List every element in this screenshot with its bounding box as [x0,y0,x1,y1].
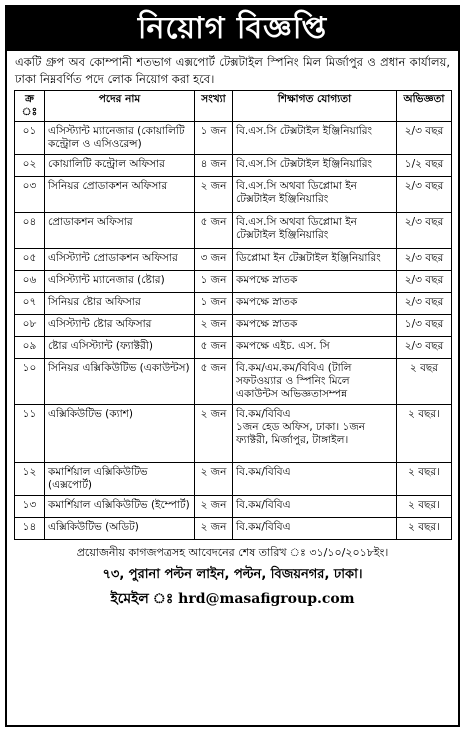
count-cell: ৫ জন [195,213,233,249]
serial-cell: ১৩ [15,496,45,518]
office-address: ৭৩, পুরানা পল্টন লাইন, পল্টন, বিজয়নগর, ঢাকা। [102,567,363,582]
education-cell: কমপক্ষে এইচ. এস. সি [233,337,397,359]
count-cell: ২ জন [195,496,233,518]
vacancy-table [14,90,452,540]
count-cell: ২ জন [195,315,233,337]
serial-cell: ০২ [15,155,45,177]
post-cell: সিনিয়র প্রোডাকশন অফিসার [45,177,195,213]
count-cell: ৫ জন [195,337,233,359]
experience-cell: ২ বছর [397,359,452,405]
experience-cell: ১/৩ বছর [397,315,452,337]
serial-cell: ০৭ [15,293,45,315]
serial-cell: ০৮ [15,315,45,337]
ad-title: নিয়োগ বিজ্ঞপ্তি [7,7,458,51]
table-row [15,315,452,337]
serial-cell: ০৫ [15,249,45,271]
post-cell: কমার্শিয়াল এক্সিকিউটিভ (ইম্পোর্ট) [45,496,195,518]
intro-text: একটি গ্রুপ অব কোম্পানী শতভাগ এক্সপোর্ট টেক্সটাইল স্পিনিং মিল মির্জাপুর ও প্রধান কার্যালয়, ঢাকা নিম্নবর্ণিত পদে লোক নিয়োগ করা হবে। [15,55,450,86]
education-cell: বি.এস.সি অথবা ডিপ্লোমা ইন টেক্সটাইল ইঞ্জিনিয়ারিং [233,213,397,249]
count-cell: ৫ জন [195,359,233,405]
experience-cell: ১/২ বছর [397,155,452,177]
experience-cell: ২ বছর। [397,496,452,518]
post-cell: সিনিয়র এক্সিকিউটিভ (একাউন্টস) [45,359,195,405]
table-row [15,337,452,359]
count-cell: ২ জন [195,177,233,213]
post-cell: প্রোডাকশন অফিসার [45,213,195,249]
table-row [15,293,452,315]
header-experience: অভিজ্ঞতা [397,91,452,122]
table-row [15,405,452,463]
serial-cell: ০৯ [15,337,45,359]
education-cell: কমপক্ষে স্নাতক [233,315,397,337]
experience-cell: ২/৩ বছর [397,177,452,213]
experience-cell: ২/৩ বছর [397,293,452,315]
post-cell: এক্সিকিউটিভ (অডিট) [45,518,195,540]
education-cell: বি.কম/বিবিএ [233,463,397,496]
count-cell: ২ জন [195,463,233,496]
table-row [15,213,452,249]
table-header-row [15,91,452,122]
post-cell: এসিস্ট্যান্ট ম্যানেজার (ষ্টোর) [45,271,195,293]
education-cell: বি.কম/বিবিএ ১জন হেড অফিস, ঢাকা। ১জন ফ্যাক্টরী, মির্জাপুর, টাঙ্গাইল। [233,405,397,463]
post-cell: কমার্শিয়াল এক্সিকিউটিভ (এক্সপোর্ট) [45,463,195,496]
table-row [15,249,452,271]
application-deadline: প্রয়োজনীয় কাগজপত্রসহ আবেদনের শেষ তারিখ ঃ ৩১/১০/২০১৮ইং। [76,546,389,559]
education-cell: বি.এস.সি টেক্সটাইল ইঞ্জিনিয়ারিং [233,155,397,177]
table-row [15,496,452,518]
post-cell: এসিস্ট্যান্ট ম্যানেজার (কোয়ালিটি কন্ট্রোল ও এসিওরেন্স) [45,122,195,155]
table-row [15,463,452,496]
experience-cell: ২/৩ বছর [397,271,452,293]
post-cell: এসিস্ট্যান্ট ষ্টোর অফিসার [45,315,195,337]
serial-cell: ১২ [15,463,45,496]
post-cell: কোয়ালিটি কন্ট্রোল অফিসার [45,155,195,177]
serial-cell: ১৪ [15,518,45,540]
table-body [15,122,452,540]
post-cell: সিনিয়র ষ্টোর অফিসার [45,293,195,315]
serial-cell: ০১ [15,122,45,155]
table-row [15,359,452,405]
education-cell: কমপক্ষে স্নাতক [233,293,397,315]
experience-cell: ২ বছর। [397,405,452,463]
education-cell: বি.কম/বিবিএ [233,518,397,540]
count-cell: ১ জন [195,293,233,315]
table-row [15,177,452,213]
table-row [15,518,452,540]
education-cell: বি.এস.সি অথবা ডিপ্লোমা ইন টেক্সটাইল ইঞ্জিনিয়ারিং [233,177,397,213]
experience-cell: ২ বছর। [397,463,452,496]
post-cell: এক্সিকিউটিভ (ক্যাশ) [45,405,195,463]
count-cell: ১ জন [195,271,233,293]
header-count: সংখ্যা [195,91,233,122]
education-cell: বি.কম/এম.কম/বিবিএ (টালি সফটওয়্যার ও স্পিনিং মিলে একাউন্টস অভিজ্ঞতাসম্পন্ন [233,359,397,405]
education-cell: বি.এস.সি টেক্সটাইল ইঞ্জিনিয়ারিং [233,122,397,155]
header-education: শিক্ষাগত যোগ্যতা [233,91,397,122]
table-row [15,155,452,177]
serial-cell: ০৪ [15,213,45,249]
serial-cell: ০৩ [15,177,45,213]
serial-cell: ১০ [15,359,45,405]
experience-cell: ২ বছর। [397,518,452,540]
experience-cell: ২/৩ বছর [397,213,452,249]
table-row [15,271,452,293]
serial-cell: ১১ [15,405,45,463]
serial-cell: ০৬ [15,271,45,293]
header-post: পদের নাম [45,91,195,122]
count-cell: ৩ জন [195,249,233,271]
post-cell: এসিস্ট্যান্ট প্রোডাকশন অফিসার [45,249,195,271]
experience-cell: ২/৩ বছর [397,122,452,155]
education-cell: ডিপ্লোমা ইন টেক্সটাইল ইঞ্জিনিয়ারিং [233,249,397,271]
header-serial: ক্র ঃ [15,91,45,122]
job-advertisement [5,5,460,727]
contact-email: ইমেইল ঃ hrd@masafigroup.com [110,591,355,607]
count-cell: ৪ জন [195,155,233,177]
post-cell: ষ্টোর এসিস্ট্যান্ট (ফ্যাক্টরী) [45,337,195,359]
count-cell: ২ জন [195,405,233,463]
experience-cell: ২/৩ বছর [397,249,452,271]
count-cell: ২ জন [195,518,233,540]
count-cell: ১ জন [195,122,233,155]
education-cell: কমপক্ষে স্নাতক [233,271,397,293]
experience-cell: ২/৩ বছর [397,337,452,359]
education-cell: বি.কম/বিবিএ [233,496,397,518]
table-row [15,122,452,155]
